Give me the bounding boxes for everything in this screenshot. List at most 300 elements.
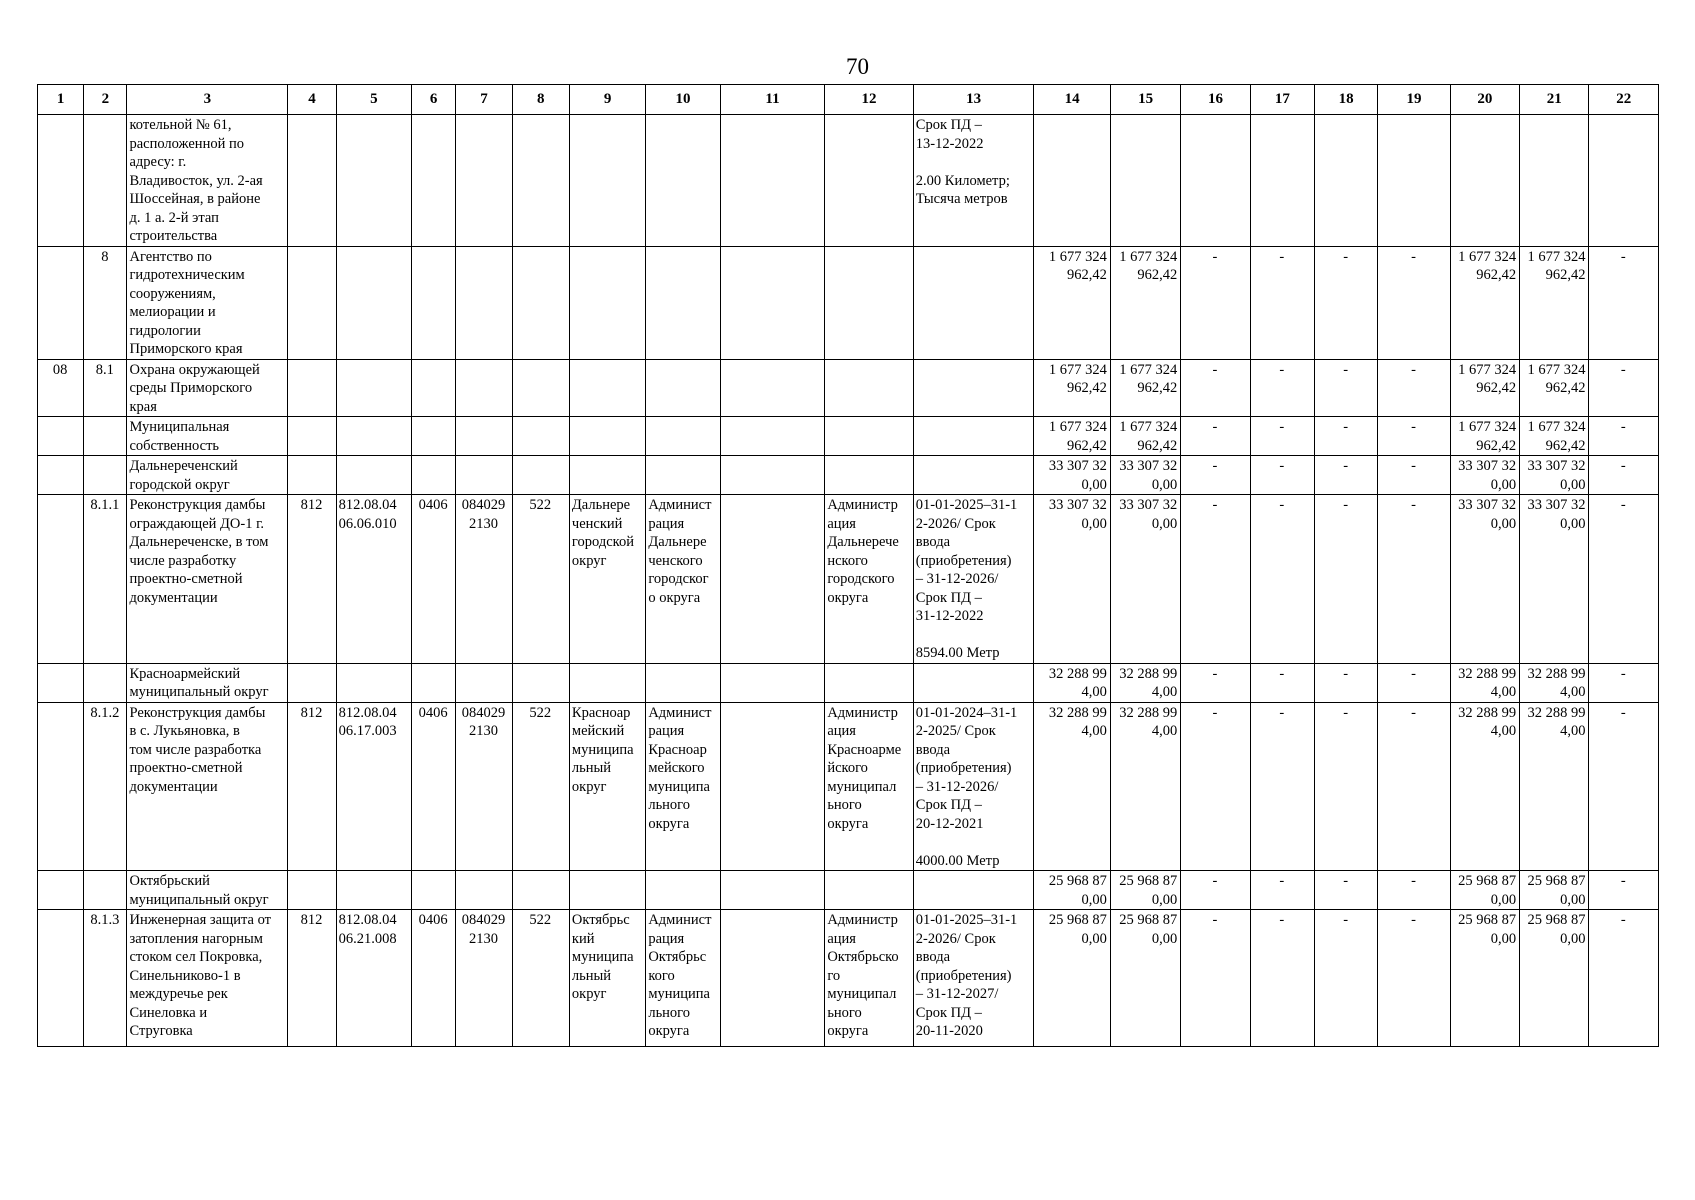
- cell-col-14: [1034, 663, 1110, 702]
- cell-line: Дальнерече: [827, 534, 899, 550]
- cell-line: 4,00: [1081, 684, 1107, 700]
- cell-line: 2130: [468, 515, 498, 532]
- cell-col-4: [288, 359, 336, 417]
- cell-line: сооружениям,: [129, 285, 216, 302]
- cell-line: Дальнереченский: [129, 458, 238, 474]
- column-header-10: 10: [646, 85, 720, 115]
- cell-col-7: [456, 495, 512, 664]
- cell-col-4: [288, 246, 336, 359]
- cell-line: Синельниково-1 в: [129, 967, 241, 984]
- cell-col-1: [38, 663, 84, 702]
- cell-line: 962,42: [1545, 437, 1586, 454]
- cell-line: – 31-12-2027/: [915, 986, 999, 1002]
- cell-col-7: [456, 702, 512, 871]
- cell-line: муниципа: [571, 741, 634, 758]
- cell-col-20: [1450, 359, 1519, 417]
- cell-line: Владивосток, ул. 2-ая: [129, 172, 263, 189]
- cell-col-5: [336, 456, 411, 495]
- cell-line: гидротехническим: [129, 267, 245, 283]
- cell-col-4: 812: [288, 702, 336, 871]
- column-header-15: 15: [1110, 85, 1180, 115]
- column-header-21: 21: [1520, 85, 1589, 115]
- cell-col-9: [569, 871, 645, 910]
- cell-line: ация: [827, 930, 856, 947]
- cell-line: Красноарме: [827, 741, 902, 758]
- cell-col-12: [825, 115, 913, 247]
- cell-line: 01-01-2024–31-1: [915, 704, 1018, 721]
- cell-line: 25 968 87: [1458, 912, 1517, 928]
- cell-col-3: [127, 359, 288, 417]
- table-row: [38, 910, 1659, 1047]
- cell-col-2: [84, 456, 127, 495]
- cell-col-7: [456, 115, 512, 247]
- cell-line: Админист: [648, 912, 712, 928]
- cell-col-13: [913, 495, 1034, 664]
- cell-line: затопления нагорным: [129, 930, 263, 947]
- cell-col-21: [1520, 359, 1589, 417]
- cell-line: Октябрьско: [827, 949, 899, 965]
- cell-line: строительства: [129, 228, 218, 244]
- cell-line: 962,42: [1137, 380, 1178, 396]
- cell-col-13: [913, 871, 1034, 910]
- cell-col-11: [720, 359, 825, 417]
- cell-col-21: [1520, 910, 1589, 1047]
- cell-line: 32 288 99: [1527, 665, 1586, 682]
- cell-col-7: [456, 417, 512, 456]
- cell-line: 4,00: [1560, 723, 1586, 739]
- cell-line: – 31-12-2026/: [915, 571, 999, 587]
- cell-line: Тысяча метров: [915, 191, 1008, 207]
- cell-col-14: [1034, 359, 1110, 417]
- cell-line: муниципальный округ: [129, 891, 269, 908]
- cell-line: льного: [648, 1004, 691, 1021]
- cell-col-14: [1034, 495, 1110, 664]
- cell-line: (приобретения): [915, 967, 1012, 984]
- table-row: [38, 359, 1659, 417]
- cell-col-22: -: [1589, 246, 1659, 359]
- cell-line: ограждающей ДО-1 г.: [129, 515, 265, 532]
- cell-col-16: -: [1181, 910, 1250, 1047]
- cell-col-1: [38, 246, 84, 359]
- cell-line: 0,00: [1081, 891, 1107, 908]
- cell-line: округа: [648, 815, 690, 832]
- cell-line: ввода: [915, 741, 951, 758]
- cell-line: 33 307 32: [1119, 458, 1178, 474]
- cell-line: городског: [648, 571, 709, 587]
- cell-col-11: [720, 246, 825, 359]
- cell-line: 25 968 87: [1458, 873, 1517, 889]
- cell-col-14: [1034, 702, 1110, 871]
- cell-line: округ: [571, 778, 607, 795]
- cell-line: 0,00: [1081, 515, 1107, 532]
- cell-line: стоком сел Покровка,: [129, 949, 263, 965]
- cell-line: мейского: [648, 760, 705, 776]
- cell-col-8: 522: [512, 495, 569, 664]
- cell-line: 33 307 32: [1119, 497, 1178, 513]
- cell-col-11: [720, 871, 825, 910]
- cell-line: расположенной по: [129, 135, 244, 152]
- column-header-20: 20: [1450, 85, 1519, 115]
- cell-line: 25 968 87: [1048, 912, 1107, 928]
- column-header-19: 19: [1378, 85, 1450, 115]
- cell-line: округа: [648, 1023, 690, 1039]
- cell-line: рация: [648, 515, 685, 532]
- cell-col-20: [1450, 702, 1519, 871]
- column-header-3: 3: [127, 85, 288, 115]
- cell-col-6: 0406: [412, 702, 456, 871]
- cell-line: 962,42: [1067, 267, 1107, 283]
- table-row: [38, 663, 1659, 702]
- cell-line: том числе разработка: [129, 741, 262, 758]
- cell-line: 1 677 324: [1119, 361, 1178, 378]
- cell-col-22: -: [1589, 495, 1659, 664]
- cell-col-9: [569, 246, 645, 359]
- cell-col-2: 8.1.3: [84, 910, 127, 1047]
- cell-line: 01-01-2025–31-1: [915, 912, 1018, 928]
- cell-col-7: [456, 246, 512, 359]
- cell-col-20: [1450, 246, 1519, 359]
- cell-line: Октябрьский: [129, 873, 210, 889]
- cell-line: 1 677 324: [1458, 361, 1517, 378]
- cell-col-15: [1110, 115, 1180, 247]
- cell-col-16: [1181, 115, 1250, 247]
- cell-col-22: -: [1589, 871, 1659, 910]
- cell-col-15: [1110, 456, 1180, 495]
- cell-col-19: -: [1378, 246, 1450, 359]
- cell-col-11: [720, 910, 825, 1047]
- cell-col-2: 8.1.1: [84, 495, 127, 664]
- cell-col-18: -: [1314, 246, 1377, 359]
- cell-line: [916, 833, 1031, 852]
- cell-line: 0,00: [1490, 515, 1517, 532]
- cell-col-7: [456, 456, 512, 495]
- cell-line: 0,00: [1560, 891, 1586, 908]
- cell-line: 962,42: [1476, 380, 1517, 396]
- budget-table: [37, 84, 1659, 1047]
- cell-col-10: [646, 456, 720, 495]
- cell-line: Дальнере: [648, 534, 707, 550]
- cell-line: 06.21.008: [338, 930, 397, 947]
- cell-col-6: 0406: [412, 495, 456, 664]
- cell-col-12: [825, 495, 913, 664]
- cell-col-13: [913, 663, 1034, 702]
- cell-col-5: [336, 246, 411, 359]
- cell-col-1: 08: [38, 359, 84, 417]
- cell-line: 25 968 87: [1119, 912, 1178, 928]
- cell-line: муниципал: [827, 778, 897, 795]
- cell-col-2: 8.1.2: [84, 702, 127, 871]
- cell-line: округа: [827, 1023, 869, 1039]
- cell-line: Реконструкция дамбы: [129, 497, 266, 513]
- cell-line: 1 677 324: [1527, 248, 1586, 265]
- cell-line: 33 307 32: [1527, 497, 1586, 513]
- cell-col-10: [646, 417, 720, 456]
- cell-col-1: [38, 417, 84, 456]
- column-header-1: 1: [38, 85, 84, 115]
- cell-line: Приморского края: [129, 341, 243, 357]
- cell-line: 06.17.003: [338, 723, 397, 739]
- cell-col-3: [127, 246, 288, 359]
- cell-col-10: [646, 910, 720, 1047]
- cell-line: д. 1 а. 2-й этап: [129, 209, 219, 226]
- cell-line: о округа: [648, 589, 701, 606]
- cell-col-16: -: [1181, 871, 1250, 910]
- cell-col-6: [412, 456, 456, 495]
- cell-col-16: -: [1181, 663, 1250, 702]
- cell-line: 2.00 Километр;: [915, 172, 1010, 189]
- cell-col-3: [127, 115, 288, 247]
- cell-col-2: [84, 417, 127, 456]
- cell-line: муниципа: [648, 986, 710, 1002]
- cell-line: городской: [571, 534, 634, 550]
- cell-line: 8594.00 Метр: [915, 645, 1000, 661]
- cell-col-1: [38, 702, 84, 871]
- cell-col-11: [720, 495, 825, 664]
- cell-line: ввода: [915, 534, 951, 550]
- cell-col-17: [1250, 115, 1314, 247]
- column-header-5: 5: [336, 85, 411, 115]
- cell-col-8: [512, 115, 569, 247]
- cell-line: муниципа: [648, 778, 710, 795]
- cell-col-21: [1520, 456, 1589, 495]
- cell-col-8: [512, 663, 569, 702]
- cell-line: ация: [827, 723, 856, 739]
- cell-line: Синеловка и: [129, 1004, 208, 1021]
- cell-col-17: -: [1250, 246, 1314, 359]
- cell-line: 084029: [461, 704, 506, 721]
- column-header-7: 7: [456, 85, 512, 115]
- cell-col-1: [38, 456, 84, 495]
- cell-col-6: [412, 115, 456, 247]
- cell-line: 32 288 99: [1527, 704, 1586, 721]
- cell-col-3: [127, 417, 288, 456]
- cell-col-20: [1450, 115, 1519, 247]
- cell-line: Струговка: [129, 1023, 193, 1039]
- cell-col-19: -: [1378, 663, 1450, 702]
- cell-col-16: -: [1181, 359, 1250, 417]
- cell-col-17: -: [1250, 456, 1314, 495]
- table-row: [38, 871, 1659, 910]
- cell-col-20: [1450, 663, 1519, 702]
- cell-col-6: 0406: [412, 910, 456, 1047]
- cell-col-12: [825, 702, 913, 871]
- cell-line: 32 288 99: [1119, 704, 1178, 721]
- cell-col-4: [288, 417, 336, 456]
- cell-line: 1 677 324: [1458, 248, 1517, 265]
- cell-col-12: [825, 246, 913, 359]
- table-row: [38, 246, 1659, 359]
- cell-col-12: [825, 456, 913, 495]
- cell-col-15: [1110, 417, 1180, 456]
- column-header-14: 14: [1034, 85, 1110, 115]
- cell-col-1: [38, 871, 84, 910]
- cell-col-3: [127, 495, 288, 664]
- table-row: [38, 417, 1659, 456]
- cell-line: 33 307 32: [1458, 458, 1517, 474]
- cell-col-18: -: [1314, 495, 1377, 664]
- cell-line: 962,42: [1545, 380, 1586, 396]
- cell-line: 0,00: [1081, 930, 1107, 947]
- cell-col-13: [913, 246, 1034, 359]
- cell-line: 1 677 324: [1048, 248, 1107, 265]
- cell-col-3: [127, 456, 288, 495]
- cell-col-3: [127, 702, 288, 871]
- cell-col-18: -: [1314, 910, 1377, 1047]
- cell-col-9: [569, 359, 645, 417]
- cell-line: 1 677 324: [1527, 419, 1586, 435]
- cell-col-5: [336, 359, 411, 417]
- cell-line: 084029: [461, 912, 506, 928]
- cell-line: ьного: [827, 797, 862, 813]
- cell-line: 2130: [468, 930, 498, 947]
- cell-line: мейский: [571, 723, 625, 739]
- column-header-6: 6: [412, 85, 456, 115]
- cell-col-2: 8.1: [84, 359, 127, 417]
- page-number: 70: [846, 54, 869, 79]
- cell-col-5: [336, 702, 411, 871]
- cell-line: Октябрьс: [571, 912, 630, 928]
- cell-col-1: [38, 495, 84, 664]
- cell-line: Реконструкция дамбы: [129, 704, 266, 721]
- cell-col-7: [456, 910, 512, 1047]
- cell-line: 962,42: [1067, 380, 1107, 396]
- cell-col-12: [825, 910, 913, 1047]
- cell-col-4: 812: [288, 495, 336, 664]
- cell-line: ченский: [571, 515, 623, 532]
- column-header-4: 4: [288, 85, 336, 115]
- cell-line: 4,00: [1151, 684, 1178, 700]
- cell-col-13: [913, 702, 1034, 871]
- cell-col-3: [127, 871, 288, 910]
- cell-col-19: [1378, 115, 1450, 247]
- cell-col-14: [1034, 910, 1110, 1047]
- cell-line: 0,00: [1151, 515, 1178, 532]
- cell-line: проектно-сметной: [129, 571, 243, 587]
- cell-line: 4,00: [1490, 684, 1517, 700]
- cell-line: Админист: [648, 497, 712, 513]
- cell-line: Дальнере: [571, 497, 631, 513]
- cell-col-14: [1034, 456, 1110, 495]
- column-header-8: 8: [512, 85, 569, 115]
- cell-col-17: -: [1250, 417, 1314, 456]
- cell-col-9: [569, 910, 645, 1047]
- cell-col-19: -: [1378, 702, 1450, 871]
- cell-line: 0,00: [1490, 930, 1517, 947]
- cell-line: 2-2026/ Срок: [915, 930, 996, 947]
- cell-col-12: [825, 663, 913, 702]
- cell-col-15: [1110, 663, 1180, 702]
- cell-line: Срок ПД –: [915, 1004, 982, 1021]
- cell-line: Муниципальная: [129, 419, 230, 435]
- cell-col-6: [412, 871, 456, 910]
- cell-col-19: -: [1378, 495, 1450, 664]
- cell-col-6: [412, 417, 456, 456]
- cell-col-6: [412, 246, 456, 359]
- cell-col-17: -: [1250, 871, 1314, 910]
- cell-col-17: -: [1250, 359, 1314, 417]
- cell-line: 812.08.04: [338, 704, 397, 721]
- cell-line: [916, 626, 1031, 645]
- column-header-17: 17: [1250, 85, 1314, 115]
- cell-col-7: [456, 871, 512, 910]
- column-header-18: 18: [1314, 85, 1377, 115]
- cell-col-16: -: [1181, 246, 1250, 359]
- cell-col-8: 522: [512, 702, 569, 871]
- cell-col-8: [512, 456, 569, 495]
- cell-line: 33 307 32: [1048, 497, 1107, 513]
- cell-col-4: 812: [288, 910, 336, 1047]
- column-header-22: 22: [1589, 85, 1659, 115]
- cell-line: кий: [571, 930, 595, 947]
- cell-col-5: [336, 663, 411, 702]
- cell-col-20: [1450, 456, 1519, 495]
- column-header-13: 13: [913, 85, 1034, 115]
- cell-line: ьного: [827, 1004, 862, 1021]
- table-row: [38, 456, 1659, 495]
- cell-col-7: [456, 359, 512, 417]
- cell-line: адресу: г.: [129, 154, 187, 170]
- cell-col-3: [127, 910, 288, 1047]
- cell-col-9: [569, 115, 645, 247]
- cell-col-17: -: [1250, 702, 1314, 871]
- cell-col-16: -: [1181, 495, 1250, 664]
- cell-col-8: [512, 246, 569, 359]
- cell-col-15: [1110, 910, 1180, 1047]
- cell-col-18: -: [1314, 663, 1377, 702]
- cell-col-11: [720, 702, 825, 871]
- cell-col-21: [1520, 871, 1589, 910]
- cell-line: края: [129, 398, 157, 415]
- cell-line: Срок ПД –: [915, 117, 982, 133]
- cell-line: Администр: [827, 497, 898, 513]
- cell-line: 13-12-2022: [915, 135, 984, 152]
- cell-line: 812.08.04: [338, 912, 397, 928]
- cell-col-12: [825, 417, 913, 456]
- cell-line: го: [827, 967, 841, 984]
- cell-line: льного: [648, 797, 691, 813]
- cell-col-18: -: [1314, 359, 1377, 417]
- cell-col-20: [1450, 910, 1519, 1047]
- cell-line: 25 968 87: [1527, 912, 1586, 928]
- table-row: [38, 115, 1659, 247]
- cell-col-15: [1110, 702, 1180, 871]
- cell-col-5: [336, 417, 411, 456]
- cell-line: в с. Лукьяновка, в: [129, 723, 240, 739]
- cell-col-22: [1589, 115, 1659, 247]
- column-header-row: [38, 85, 1659, 115]
- cell-line: муниципальный округ: [129, 684, 269, 700]
- cell-line: 962,42: [1545, 267, 1586, 283]
- cell-col-11: [720, 456, 825, 495]
- cell-line: 0,00: [1560, 930, 1586, 947]
- column-header-11: 11: [720, 85, 825, 115]
- cell-col-21: [1520, 417, 1589, 456]
- cell-col-9: [569, 663, 645, 702]
- cell-line: округ: [571, 552, 607, 569]
- cell-col-6: [412, 359, 456, 417]
- cell-col-19: -: [1378, 910, 1450, 1047]
- cell-col-18: -: [1314, 417, 1377, 456]
- cell-col-8: 522: [512, 910, 569, 1047]
- cell-line: 0,00: [1560, 515, 1586, 532]
- cell-col-11: [720, 115, 825, 247]
- cell-col-15: [1110, 495, 1180, 664]
- cell-line: 32 288 99: [1458, 665, 1517, 682]
- cell-line: 2-2026/ Срок: [915, 515, 996, 532]
- cell-col-3: [127, 663, 288, 702]
- cell-line: Админист: [648, 704, 712, 721]
- cell-line: 1 677 324: [1048, 361, 1107, 378]
